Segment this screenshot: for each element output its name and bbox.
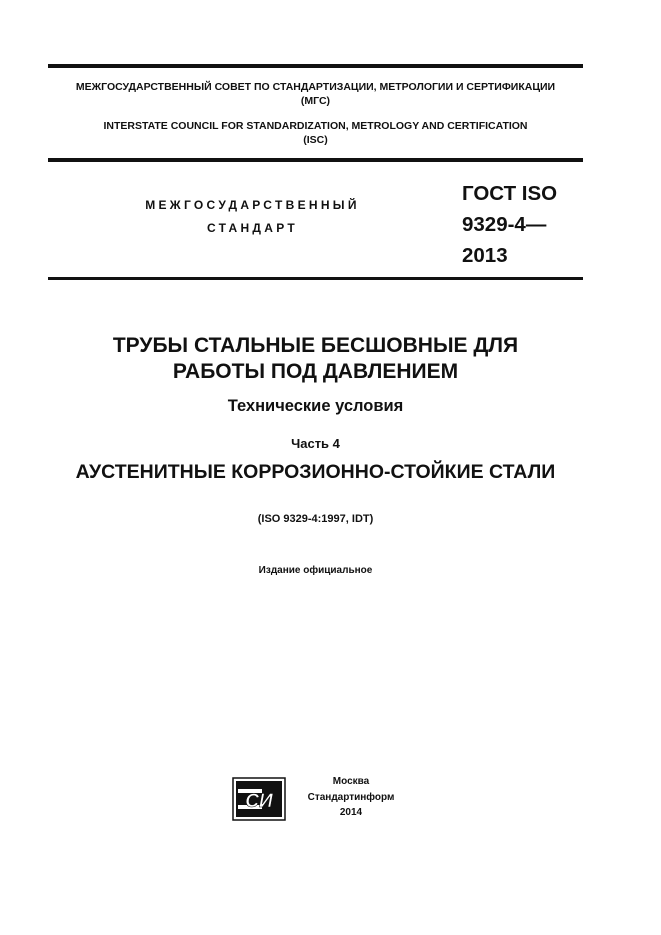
standard-number-line1: ГОСТ ISO (462, 182, 558, 205)
edition-note: Издание официальное (258, 565, 373, 576)
standard-number (462, 178, 582, 271)
publisher-block (296, 774, 406, 821)
document-title (48, 333, 583, 385)
standartinform-logo-icon (232, 777, 286, 821)
part-number: Часть 4 (291, 436, 340, 451)
part-title: АУСТЕНИТНЫЕ КОРРОЗИОННО-СТОЙКИЕ СТАЛИ (75, 461, 556, 483)
publisher-city: Москва (332, 776, 370, 787)
standard-number-line3: 2013 (462, 244, 508, 267)
header-divider (48, 158, 583, 162)
council-abbr-ru: (МГС) (300, 95, 331, 107)
standard-divider (48, 277, 583, 280)
council-name-ru (48, 80, 583, 108)
document-subtitle: Технические условия (227, 397, 404, 415)
council-name-en-line: INTERSTATE COUNCIL FOR STANDARDIZATION, METROLOGY AND CERTIFICATION (103, 120, 528, 132)
standard-number-line2: 9329-4— (462, 213, 547, 236)
publication-year: 2014 (339, 807, 363, 818)
council-abbr-en: (ISC) (303, 134, 328, 146)
standard-type-label-line2: СТАНДАРТ (206, 221, 299, 235)
council-name-en (48, 119, 583, 147)
iso-reference: (ISO 9329-4:1997, IDT) (257, 513, 374, 525)
publisher-name: Стандартинформ (307, 791, 395, 803)
document-title-line1: ТРУБЫ СТАЛЬНЫЕ БЕСШОВНЫЕ ДЛЯ (112, 334, 519, 357)
document-title-line2: РАБОТЫ ПОД ДАВЛЕНИЕМ (172, 360, 459, 383)
logo-lettering: СИ (245, 791, 273, 812)
standard-type-label-line1: МЕЖГОСУДАРСТВЕННЫЙ (145, 198, 360, 212)
council-name-ru-line: МЕЖГОСУДАРСТВЕННЫЙ СОВЕТ ПО СТАНДАРТИЗАЦИИ, МЕТРОЛОГИИ И СЕРТИФИКАЦИИ (75, 81, 556, 93)
top-divider (48, 64, 583, 68)
